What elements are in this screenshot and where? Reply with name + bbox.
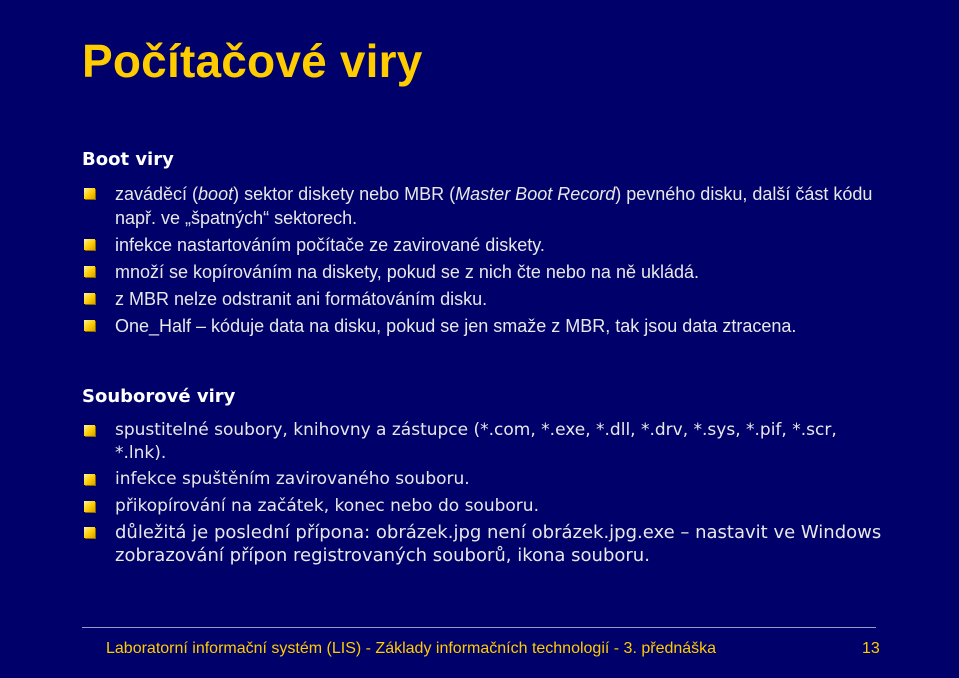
list-item-text: množí se kopírováním na diskety, pokud se z nich čte nebo na ně ukládá. <box>115 262 700 282</box>
bullet-list-boot <box>82 182 882 341</box>
square-bullet-icon <box>84 239 95 250</box>
square-bullet-icon <box>84 501 95 512</box>
section-heading-file: Souborové viry <box>82 386 236 407</box>
list-item <box>82 495 882 518</box>
list-item <box>82 521 882 567</box>
list-item-text: přikopírování na začátek, konec nebo do souboru. <box>115 495 539 516</box>
list-item-text: One_Half – kóduje data na disku, pokud se jen smaže z MBR, tak jsou data ztracena. <box>115 316 797 336</box>
list-item-text: z MBR nelze odstranit ani formátováním disku. <box>115 289 488 309</box>
footer-text: Laboratorní informační systém (LIS) - Základy informačních technologií - 3. přednáška <box>106 640 717 657</box>
list-item-text: spustitelné soubory, knihovny a zástupce (*.com, *.exe, *.dll, *.drv, *.sys, *.pif, *.scr, *.lnk). <box>115 420 837 463</box>
square-bullet-icon <box>84 293 95 304</box>
list-item <box>82 260 882 284</box>
list-item-text: důležitá je poslední přípona: obrázek.jpg není obrázek.jpg.exe – nastavit ve Windows zobrazování přípon registrovaných souborů, ikona souboru. <box>115 522 882 566</box>
square-bullet-icon <box>84 527 95 538</box>
footer-divider <box>82 627 876 628</box>
list-item <box>82 287 882 311</box>
list-item <box>82 182 882 230</box>
list-item <box>82 419 882 464</box>
list-item <box>82 468 882 491</box>
section-heading-boot: Boot viry <box>82 149 174 170</box>
square-bullet-icon <box>84 425 95 436</box>
bullet-list-file <box>82 419 882 571</box>
list-item <box>82 233 882 257</box>
list-item-text: zaváděcí (boot) sektor diskety nebo MBR (Master Boot Record) pevného disku, další část kódu např. ve „špatných“ sektorech. <box>115 184 873 228</box>
emphasis: boot <box>198 184 234 204</box>
list-item-text: infekce nastartováním počítače ze zavirované diskety. <box>115 235 545 255</box>
list-item-text: infekce spuštěním zavirovaného souboru. <box>115 469 470 489</box>
square-bullet-icon <box>84 188 95 199</box>
square-bullet-icon <box>84 320 95 331</box>
page-number: 13 <box>862 640 880 657</box>
slide-title: Počítačové viry <box>82 35 423 87</box>
emphasis: Master Boot Record <box>455 184 616 204</box>
list-item <box>82 314 882 338</box>
square-bullet-icon <box>84 266 95 277</box>
square-bullet-icon <box>84 474 95 485</box>
